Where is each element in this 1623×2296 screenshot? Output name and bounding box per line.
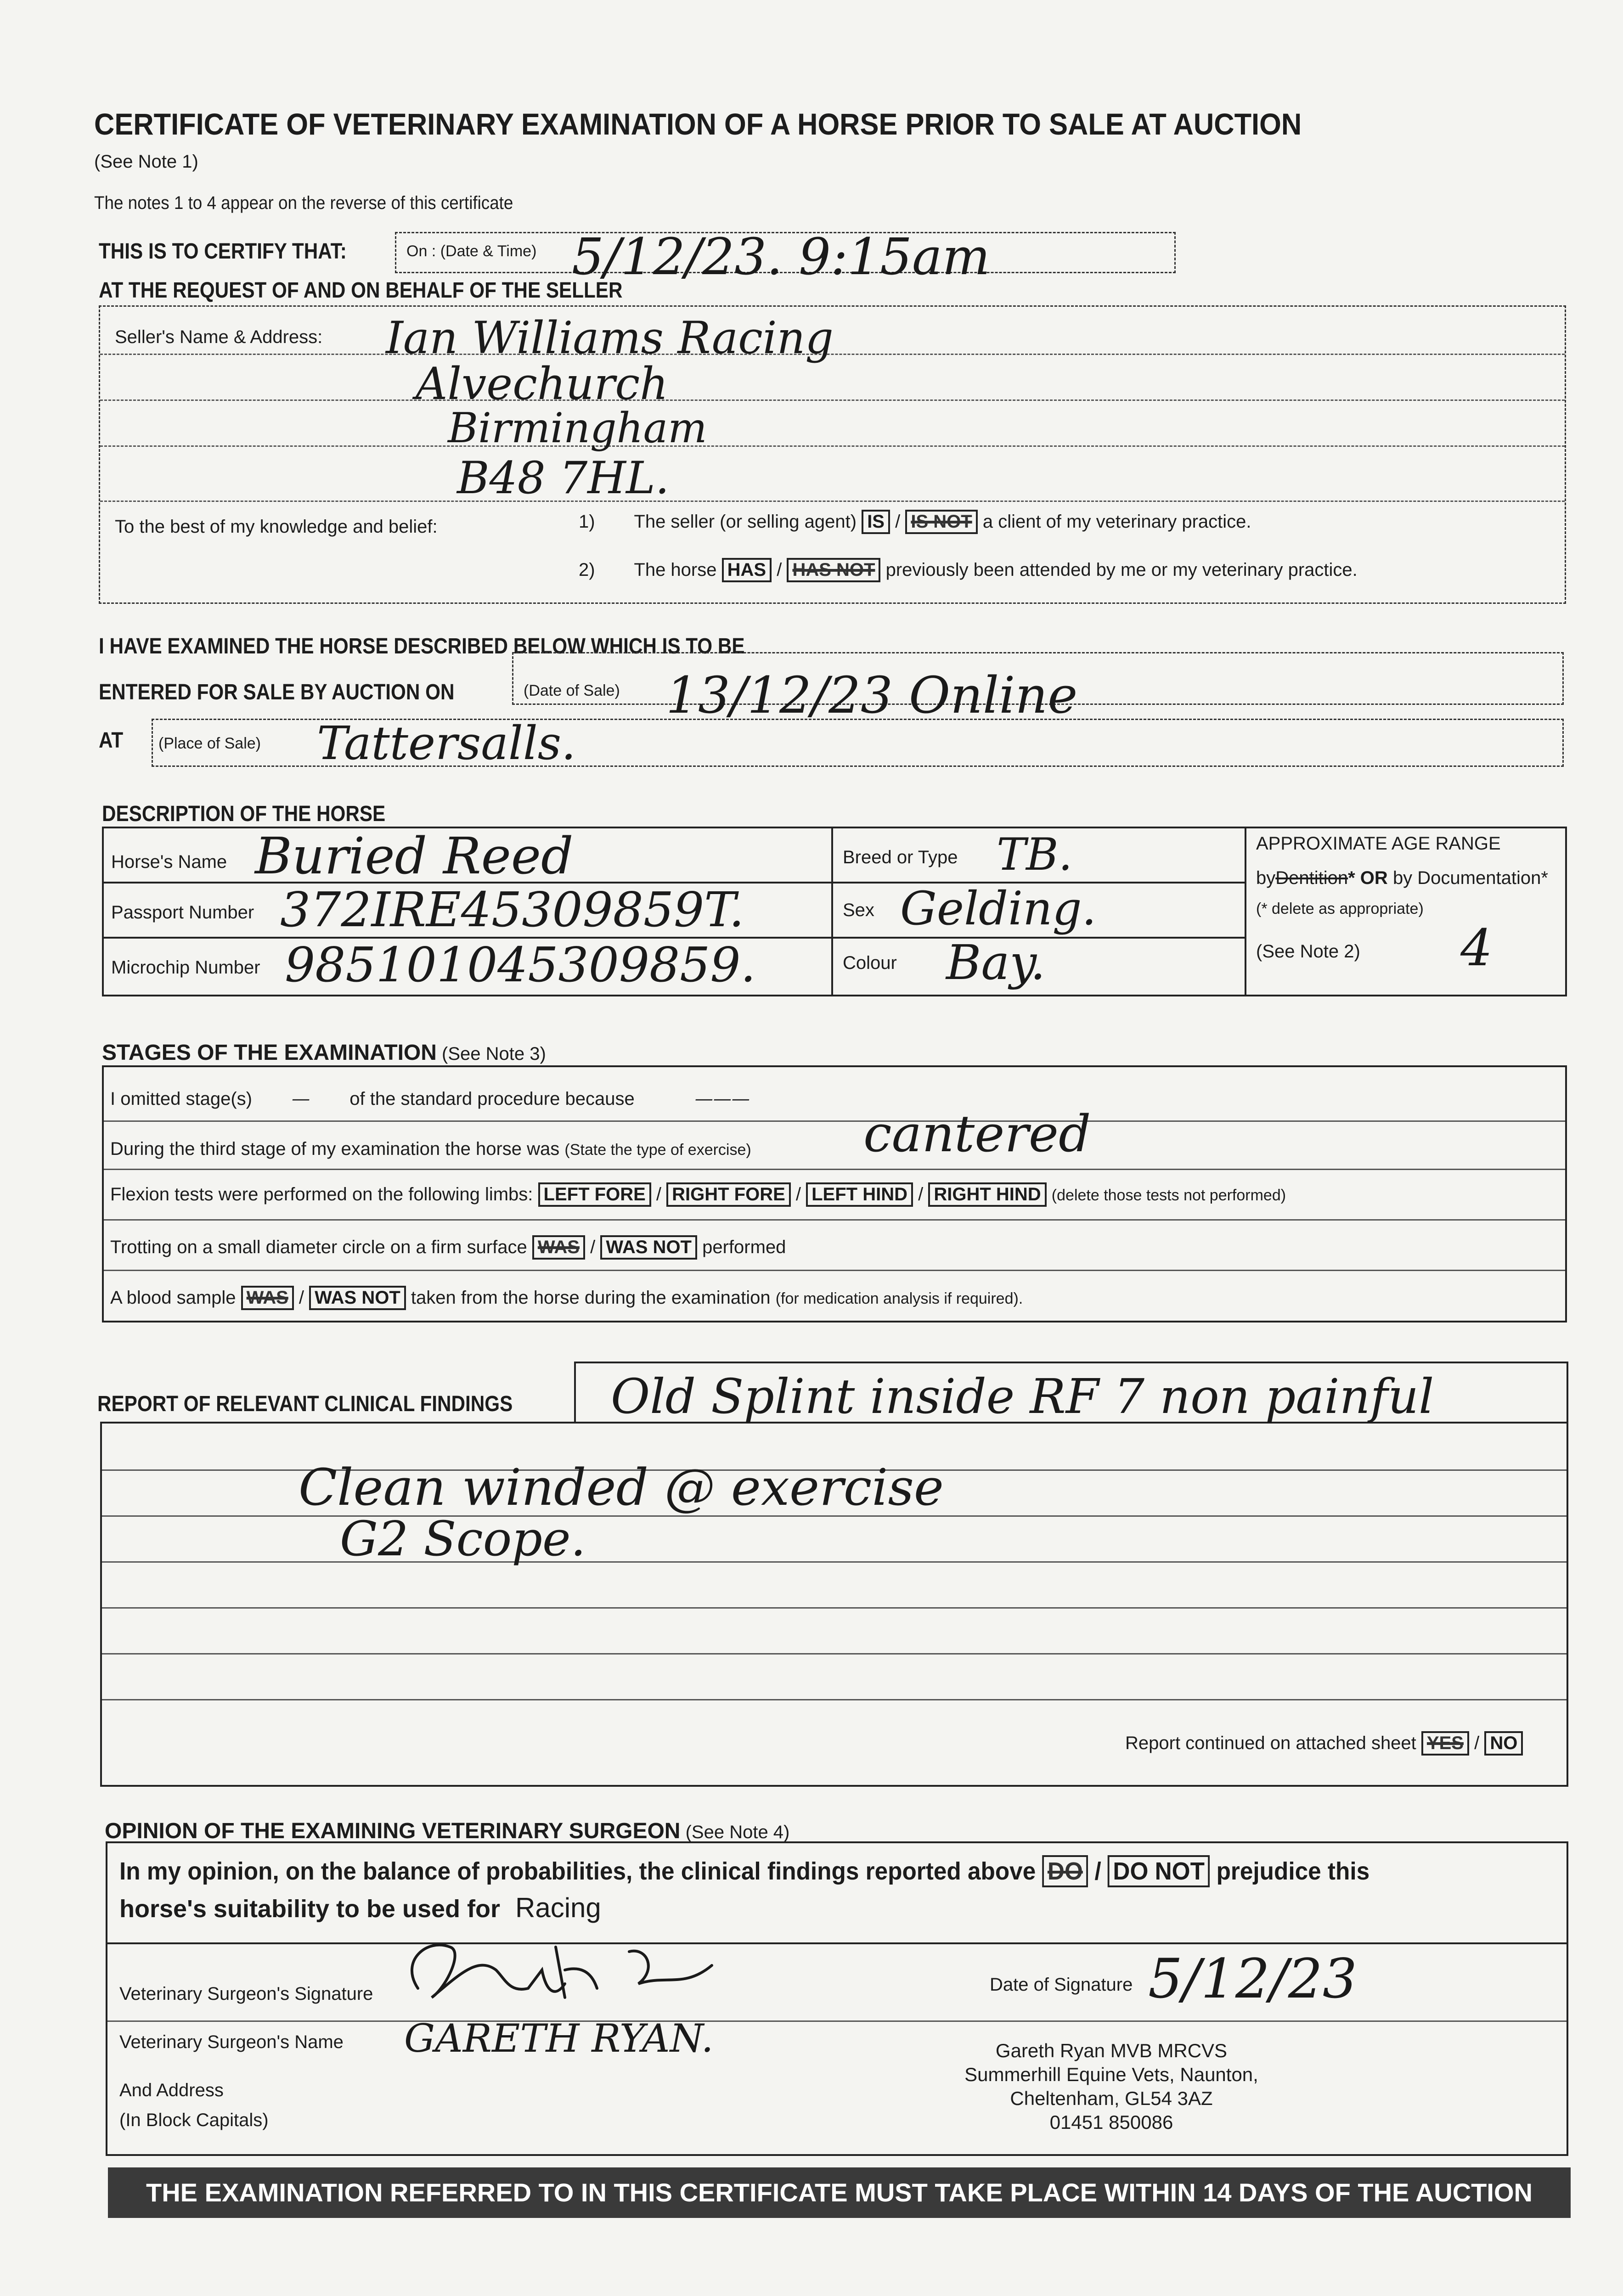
knowledge-label: To the best of my knowledge and belief:: [115, 517, 438, 537]
colour-value: Bay.: [946, 934, 1046, 990]
age-see-note: (See Note 2): [1256, 941, 1360, 962]
blood-note: (for medication analysis if required).: [775, 1290, 1023, 1307]
passport-label: Passport Number: [111, 902, 254, 923]
slash: /: [895, 512, 901, 532]
stamp-line-3: Cheltenham, GL54 3AZ: [1010, 2088, 1213, 2109]
description-heading: DESCRIPTION OF THE HORSE: [102, 802, 386, 826]
opinion-text-post: prejudice this: [1216, 1857, 1370, 1885]
item2-pre: The horse: [634, 560, 717, 580]
flexion-note: (delete those tests not performed): [1051, 1187, 1286, 1204]
flexion-left-fore[interactable]: LEFT FORE: [538, 1182, 651, 1207]
blood-label: A blood sample: [110, 1288, 236, 1308]
microchip-label: Microchip Number: [111, 957, 260, 978]
certify-label: THIS IS TO CERTIFY THAT:: [99, 239, 347, 264]
item2-num: 2): [579, 560, 595, 580]
report-line-1: Old Splint inside RF 7 non painful: [611, 1368, 1434, 1424]
item1-post: a client of my veterinary practice.: [982, 512, 1251, 532]
place-label: (Place of Sale): [158, 735, 261, 752]
report-line-2: Clean winded @ exercise: [299, 1458, 944, 1517]
opinion-heading-line: [105, 1818, 789, 1844]
vet-name-value: GARETH RYAN.: [404, 2016, 714, 2061]
report-line-3: G2 Scope.: [340, 1511, 586, 1567]
continued-label: Report continued on attached sheet: [1125, 1733, 1416, 1753]
microchip-value: 985101045309859.: [285, 937, 756, 993]
opinion-option-do[interactable]: DO: [1043, 1855, 1088, 1887]
date-signature-label: Date of Signature: [990, 1975, 1133, 1995]
age-by: by: [1256, 868, 1276, 888]
opinion-use-value: Racing: [515, 1892, 601, 1923]
certificate-title: CERTIFICATE OF VETERINARY EXAMINATION OF A HORSE PRIOR TO SALE AT AUCTION: [94, 107, 1302, 141]
trot-line: Trotting on a small diameter circle on a firm surface WAS / WAS NOT performed: [110, 1235, 786, 1260]
stamp-line-2: Summerhill Equine Vets, Naunton,: [964, 2064, 1258, 2085]
flexion-label: Flexion tests were performed on the following limbs:: [110, 1184, 533, 1204]
item1: [579, 510, 1251, 534]
opinion-heading-note: (See Note 4): [685, 1822, 790, 1842]
blood-option-was[interactable]: WAS: [241, 1286, 294, 1310]
age-documentation[interactable]: by Documentation*: [1392, 868, 1548, 888]
place-value: Tattersalls.: [317, 716, 576, 770]
item2-option-has[interactable]: HAS: [722, 558, 772, 582]
trot-option-was[interactable]: WAS: [532, 1235, 585, 1260]
item1-pre: The seller (or selling agent): [634, 512, 857, 532]
item1-option-is[interactable]: IS: [862, 510, 890, 534]
flexion-left-hind[interactable]: LEFT HIND: [806, 1182, 913, 1207]
omitted-post: of the standard procedure because: [349, 1089, 635, 1109]
continued-option-yes[interactable]: YES: [1421, 1731, 1469, 1756]
stages-heading: STAGES OF THE EXAMINATION: [102, 1041, 437, 1065]
trot-label: Trotting on a small diameter circle on a firm surface: [110, 1237, 527, 1257]
stamp-line-4: 01451 850086: [1049, 2111, 1173, 2133]
flexion-line: Flexion tests were performed on the following limbs: LEFT FORE / RIGHT FORE / LEFT HIND / RIGHT HIND (delete those tests not performed): [110, 1182, 1286, 1207]
age-label: APPROXIMATE AGE RANGE: [1256, 833, 1501, 854]
horse-name-label: Horse's Name: [111, 852, 227, 872]
opinion-suitability-label: horse's suitability to be used for: [119, 1895, 500, 1923]
certify-on-value: 5/12/23. 9:15am: [572, 227, 990, 286]
age-or: * OR: [1348, 868, 1388, 888]
sex-label: Sex: [843, 900, 874, 920]
blood-post: taken from the horse during the examination: [411, 1288, 771, 1308]
see-note-1: (See Note 1): [94, 152, 198, 172]
auction-date-value: 13/12/23 Online: [666, 666, 1078, 725]
address-label: And Address: [119, 2080, 224, 2100]
third-stage-line: [110, 1139, 751, 1159]
block-caps-label: (In Block Capitals): [119, 2110, 269, 2130]
age-by-line: [1256, 868, 1548, 889]
report-continued-line: Report continued on attached sheet YES / NO: [1125, 1731, 1523, 1756]
third-stage-note: (State the type of exercise): [564, 1141, 751, 1159]
seller-line-4: B48 7HL.: [457, 452, 670, 504]
slash: /: [777, 560, 782, 580]
flexion-right-hind[interactable]: RIGHT HIND: [928, 1182, 1046, 1207]
auction-line-1: I HAVE EXAMINED THE HORSE DESCRIBED BELOW WHICH IS TO BE: [99, 634, 745, 658]
stages-heading-line: [102, 1040, 546, 1065]
breed-label: Breed or Type: [843, 847, 958, 867]
seller-line-3: Birmingham: [448, 404, 707, 452]
request-label: AT THE REQUEST OF AND ON BEHALF OF THE SELLER: [99, 278, 623, 303]
seller-line-1: Ian Williams Racing: [386, 312, 834, 364]
colour-label: Colour: [843, 953, 897, 973]
horse-name-value: Buried Reed: [255, 827, 574, 885]
auction-at-label: AT: [99, 728, 124, 753]
stages-heading-note: (See Note 3): [442, 1044, 546, 1064]
age-dentition[interactable]: Dentition: [1275, 868, 1348, 888]
passport-value: 372IRE45309859T.: [280, 882, 744, 938]
breed-value: TB.: [997, 829, 1073, 880]
flexion-right-fore[interactable]: RIGHT FORE: [666, 1182, 791, 1207]
footer-text: THE EXAMINATION REFERRED TO IN THIS CERTIFICATE MUST TAKE PLACE WITHIN 14 DAYS OF THE AUCTION: [146, 2178, 1533, 2207]
omitted-pre: I omitted stage(s): [110, 1089, 253, 1109]
omitted-value: —: [292, 1088, 310, 1109]
certify-on-label: On : (Date & Time): [406, 242, 537, 260]
opinion-text-pre: In my opinion, on the balance of probabilities, the clinical findings reported above: [119, 1857, 1036, 1885]
trot-post: performed: [702, 1237, 786, 1257]
opinion-option-do-not[interactable]: DO NOT: [1108, 1855, 1210, 1887]
sex-value: Gelding.: [900, 882, 1097, 935]
signature-image: [390, 1919, 721, 2016]
item1-num: 1): [579, 512, 595, 532]
date-signature-value: 5/12/23: [1148, 1947, 1357, 2010]
opinion-line-2: [119, 1892, 601, 1924]
third-stage-label: During the third stage of my examination the horse was: [110, 1139, 560, 1159]
trot-option-was-not[interactable]: WAS NOT: [600, 1235, 697, 1260]
seller-line-2: Alvechurch: [416, 358, 668, 410]
report-heading: REPORT OF RELEVANT CLINICAL FINDINGS: [97, 1392, 513, 1416]
third-stage-value: cantered: [863, 1104, 1091, 1163]
blood-option-was-not[interactable]: WAS NOT: [309, 1286, 406, 1310]
stamp-line-1: Gareth Ryan MVB MRCVS: [995, 2040, 1228, 2061]
omitted-line: [110, 1088, 750, 1109]
opinion-text-line: In my opinion, on the balance of probabilities, the clinical findings reported above DO / DO NOT prejudice this: [119, 1855, 1369, 1887]
item2-option-has-not[interactable]: HAS NOT: [787, 558, 880, 582]
notes-line: The notes 1 to 4 appear on the reverse of this certificate: [94, 193, 513, 213]
blood-line: A blood sample WAS / WAS NOT taken from the horse during the examination (for medication analysis if required).: [110, 1286, 1023, 1310]
omitted-reason: ———: [694, 1088, 750, 1109]
age-value: 4: [1460, 918, 1493, 977]
auction-date-label: (Date of Sale): [524, 682, 620, 699]
item2-post: previously been attended by me or my veterinary practice.: [885, 560, 1358, 580]
item1-option-is-not[interactable]: IS NOT: [905, 510, 977, 534]
age-delete-note: (* delete as appropriate): [1256, 900, 1424, 917]
opinion-heading: OPINION OF THE EXAMINING VETERINARY SURGEON: [105, 1819, 681, 1843]
signature-label: Veterinary Surgeon's Signature: [119, 1984, 373, 2004]
item2: [579, 558, 1358, 582]
vet-name-label: Veterinary Surgeon's Name: [119, 2032, 344, 2052]
auction-line-2: ENTERED FOR SALE BY AUCTION ON: [99, 680, 455, 704]
continued-option-no[interactable]: NO: [1484, 1731, 1523, 1756]
seller-name-label: Seller's Name & Address:: [115, 327, 323, 347]
vet-stamp: [882, 2039, 1341, 2134]
